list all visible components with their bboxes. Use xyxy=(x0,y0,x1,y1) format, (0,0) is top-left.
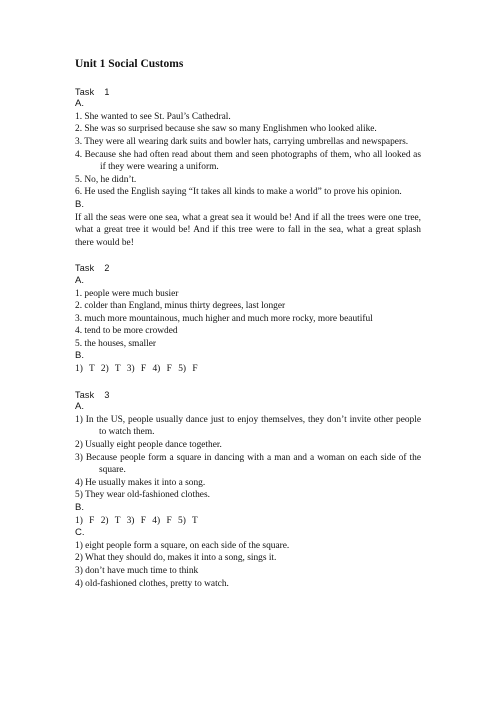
answer-line: 4. tend to be more crowded xyxy=(75,326,178,337)
answer-line: 4) He usually makes it into a song. xyxy=(75,477,206,488)
answer-line: 2) Usually eight people dance together. xyxy=(75,440,222,451)
answer-line: 1. She wanted to see St. Paul’s Cathedral. xyxy=(75,111,231,122)
task-label: Task xyxy=(75,263,95,274)
section-letter: C. xyxy=(75,527,85,539)
section-letter: A. xyxy=(75,274,84,286)
answer-line: 1. people were much busier xyxy=(75,288,179,299)
section-letter: A. xyxy=(75,401,84,413)
answer-line: 5) They wear old-fashioned clothes. xyxy=(75,490,210,501)
answer-paragraph: If all the seas were one sea, what a great sea it would be! And if all the trees were one tree, what a great tree it would be! And if this tree were to fall in the sea, what a great splash there would be! xyxy=(75,212,421,248)
task-label: Task xyxy=(75,389,95,400)
section-letter: B. xyxy=(75,502,84,513)
answer-line: 2. colder than England, minus thirty degrees, last longer xyxy=(75,301,286,312)
document-page xyxy=(75,58,421,590)
answer-line: 1) In the US, people usually dance just to enjoy themselves, they don’t invite other people to watch them. xyxy=(75,414,421,438)
section-letter: B. xyxy=(75,198,84,210)
task-2-heading xyxy=(75,262,421,275)
answer-line: 5. the houses, smaller xyxy=(75,338,156,349)
answer-line: 6. He used the English saying “It takes all kinds to make a world” to prove his opinion. xyxy=(75,187,402,198)
answer-line: 5. No, he didn’t. xyxy=(75,174,137,185)
true-false-answers: 1) T 2) T 3) F 4) F 5) F xyxy=(75,364,198,375)
answer-line: 4. Because she had often read about them and seen photographs of them, who all looked as if they were wearing a uniform. xyxy=(75,149,421,173)
task-number: 1 xyxy=(104,86,110,97)
answer-line: 3. They were all wearing dark suits and bowler hats, carrying umbrellas and newspapers. xyxy=(75,136,409,147)
answer-line: 3) Because people form a square in dancing with a man and a woman on each side of the square. xyxy=(75,452,421,476)
task-label: Task xyxy=(75,86,95,97)
task-1-heading xyxy=(75,86,421,99)
answer-line: 3. much more mountainous, much higher and much more rocky, more beautiful xyxy=(75,313,373,324)
answer-line: 3) don’t have much time to think xyxy=(75,565,199,576)
section-letter: A. xyxy=(75,98,84,110)
true-false-answers: 1) F 2) T 3) F 4) F 5) T xyxy=(75,515,198,526)
answer-line: 2. She was so surprised because she saw so many Englishmen who looked alike. xyxy=(75,124,377,135)
unit-title: Unit 1 Social Customs xyxy=(75,58,184,70)
answer-line: 2) What they should do, makes it into a song, sings it. xyxy=(75,553,277,564)
answer-line: 4) old-fashioned clothes, pretty to watch. xyxy=(75,578,229,589)
answer-line: 1) eight people form a square, on each side of the square. xyxy=(75,540,290,551)
task-3-heading xyxy=(75,389,421,402)
task-number: 3 xyxy=(104,389,110,400)
section-letter: B. xyxy=(75,350,84,362)
task-number: 2 xyxy=(104,263,110,274)
